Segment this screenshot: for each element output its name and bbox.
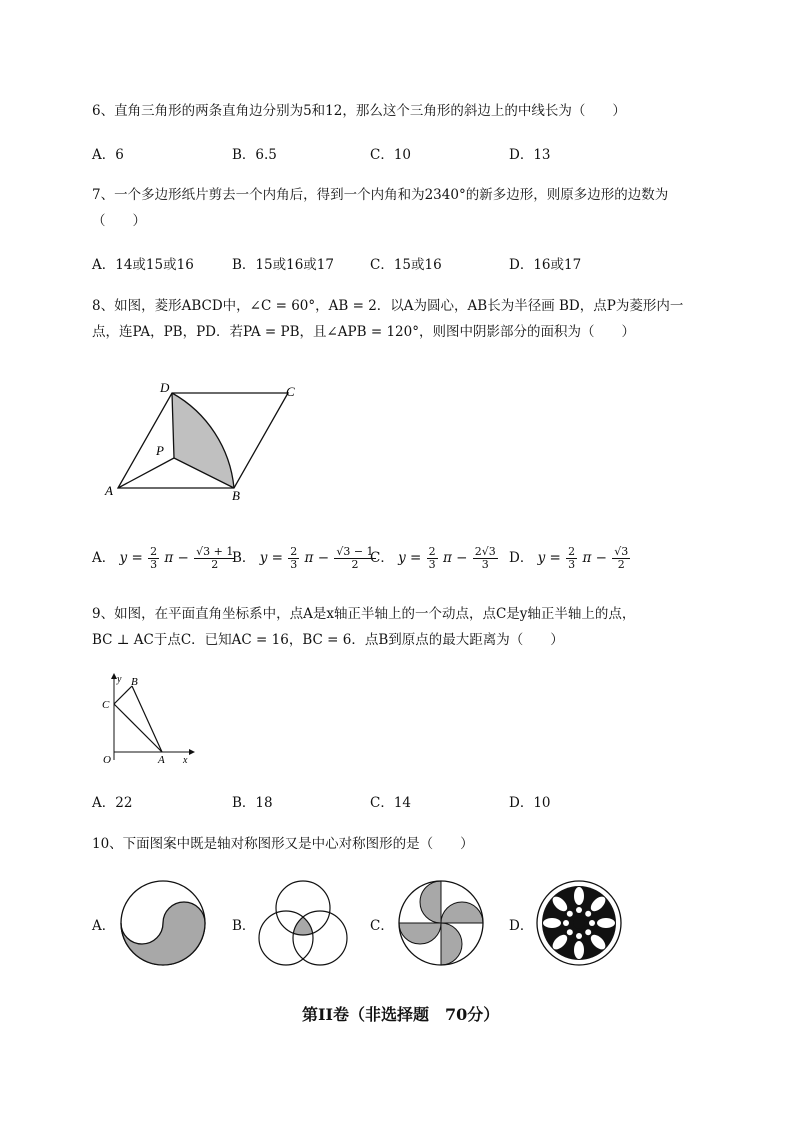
q9-label-y: y [117, 674, 122, 685]
q8-stem-line1: 8、如图，菱形ABCD中，∠C = 60°，AB = 2．以A为圆心，AB长为半径画 BD，点P为菱形内一 [92, 298, 684, 314]
q7-option-c: C．15或16 [370, 257, 442, 273]
q8-option-a-lhs: y = [119, 550, 143, 566]
q6-option-c: C．10 [370, 147, 412, 163]
q7-option-d: D．16或17 [509, 257, 582, 273]
frac-den: 3 [428, 558, 436, 571]
q8-option-d-label: D． [509, 550, 534, 566]
frac-num: 2√3 [474, 545, 496, 558]
q8-label-b: B [232, 488, 240, 503]
q8-option-d [509, 546, 631, 571]
q8-stem-line2: 点，连PA，PB，PD．若PA = PB，且∠APB = 120°，则图中阴影部分的面积为（ ） [92, 324, 635, 340]
frac-num: √3 − 1 [336, 545, 374, 558]
q9-coordinate-figure [98, 670, 198, 768]
frac-den: 2 [617, 558, 625, 571]
q10-option-d-label: D． [509, 918, 534, 934]
q9-label-x: x [183, 755, 188, 766]
q10-option-b-label: B． [232, 918, 256, 934]
q8-option-a-frac2 [194, 546, 235, 571]
frac-den: 3 [568, 558, 576, 571]
q8-option-b [232, 546, 377, 571]
q10-option-a-label: A． [92, 918, 116, 934]
q9-option-b: B．18 [232, 795, 273, 811]
frac-den: 3 [150, 558, 158, 571]
section-title: 第II卷（非选择题 70分） [302, 1005, 500, 1024]
frac-num: √3 [614, 545, 629, 558]
q8-option-c-frac1 [427, 546, 438, 571]
q8-rhombus-figure [100, 378, 310, 503]
q8-option-d-frac1 [566, 546, 577, 571]
q6-option-a: A．6 [92, 147, 124, 163]
frac-den: 3 [290, 558, 298, 571]
q9-option-a: A．22 [92, 795, 133, 811]
q8-option-c [370, 546, 499, 571]
q6-option-d: D．13 [509, 147, 551, 163]
q8-option-b-lhs: y = [259, 550, 283, 566]
q10-figure-b-circles [255, 878, 351, 970]
frac-den: 3 [481, 558, 489, 571]
q10-figure-d-snowflake [534, 878, 624, 968]
q10-figure-c-pinwheel [396, 878, 486, 968]
q9-label-o: O [103, 754, 111, 766]
q8-option-b-label: B． [232, 550, 256, 566]
q6-option-b: B．6.5 [232, 147, 277, 163]
q9-segment-ca [114, 704, 162, 752]
q8-option-c-frac2 [473, 546, 498, 571]
q8-label-p: P [156, 443, 164, 458]
frac-num: 2 [428, 545, 436, 558]
q8-option-a-mid: π − [164, 550, 189, 566]
q7-stem-line1: 7、一个多边形纸片剪去一个内角后，得到一个内角和为2340°的新多边形，则原多边形的边数为 [92, 187, 669, 203]
q9-stem-line2: BC ⊥ AC于点C．已知AC = 16，BC = 6．点B到原点的最大距离为（ ） [92, 632, 564, 648]
q8-option-a-frac1 [148, 546, 159, 571]
q8-option-a-label: A． [92, 550, 116, 566]
q9-option-c: C．14 [370, 795, 412, 811]
q8-option-b-frac1 [288, 546, 299, 571]
q7-option-a: A．14或15或16 [92, 257, 194, 273]
q9-segment-ba [132, 686, 162, 752]
q8-option-c-lhs: y = [398, 550, 422, 566]
q8-option-c-label: C． [370, 550, 394, 566]
q8-label-a: A [105, 483, 113, 498]
q8-option-d-frac2 [612, 546, 630, 571]
q8-option-c-mid: π − [442, 550, 468, 566]
q8-option-b-mid: π − [304, 550, 330, 566]
q9-label-c: C [102, 699, 110, 711]
frac-den: 2 [211, 558, 219, 571]
q9-label-a: A [158, 754, 165, 766]
frac-num: 2 [568, 545, 576, 558]
q8-option-d-lhs: y = [537, 550, 561, 566]
q8-label-c: C [286, 384, 295, 399]
q9-option-d: D．10 [509, 795, 551, 811]
q10-option-c-label: C． [370, 918, 394, 934]
q10-figure-a-yin-yang [118, 878, 208, 968]
frac-num: 2 [150, 545, 158, 558]
q8-option-d-mid: π − [582, 550, 607, 566]
q9-segment-cb [114, 686, 132, 704]
q9-stem-line1: 9、如图，在平面直角坐标系中，点A是x轴正半轴上的一个动点，点C是y轴正半轴上的点， [92, 606, 636, 622]
q8-label-d: D [160, 380, 170, 395]
frac-num: 2 [290, 545, 298, 558]
q10-stem: 10、下面图案中既是轴对称图形又是中心对称图形的是（ ） [92, 836, 474, 852]
frac-den: 2 [351, 558, 359, 571]
q8-shaded-region [172, 393, 234, 488]
q7-option-b: B．15或16或17 [232, 257, 334, 273]
q6-stem: 6、直角三角形的两条直角边分别为5和12，那么这个三角形的斜边上的中线长为（ ） [92, 103, 626, 119]
q7-stem-line2: （ ） [92, 213, 146, 229]
frac-num: √3 + 1 [196, 545, 234, 558]
q8-option-a [92, 546, 236, 571]
q9-label-b: B [131, 676, 138, 688]
